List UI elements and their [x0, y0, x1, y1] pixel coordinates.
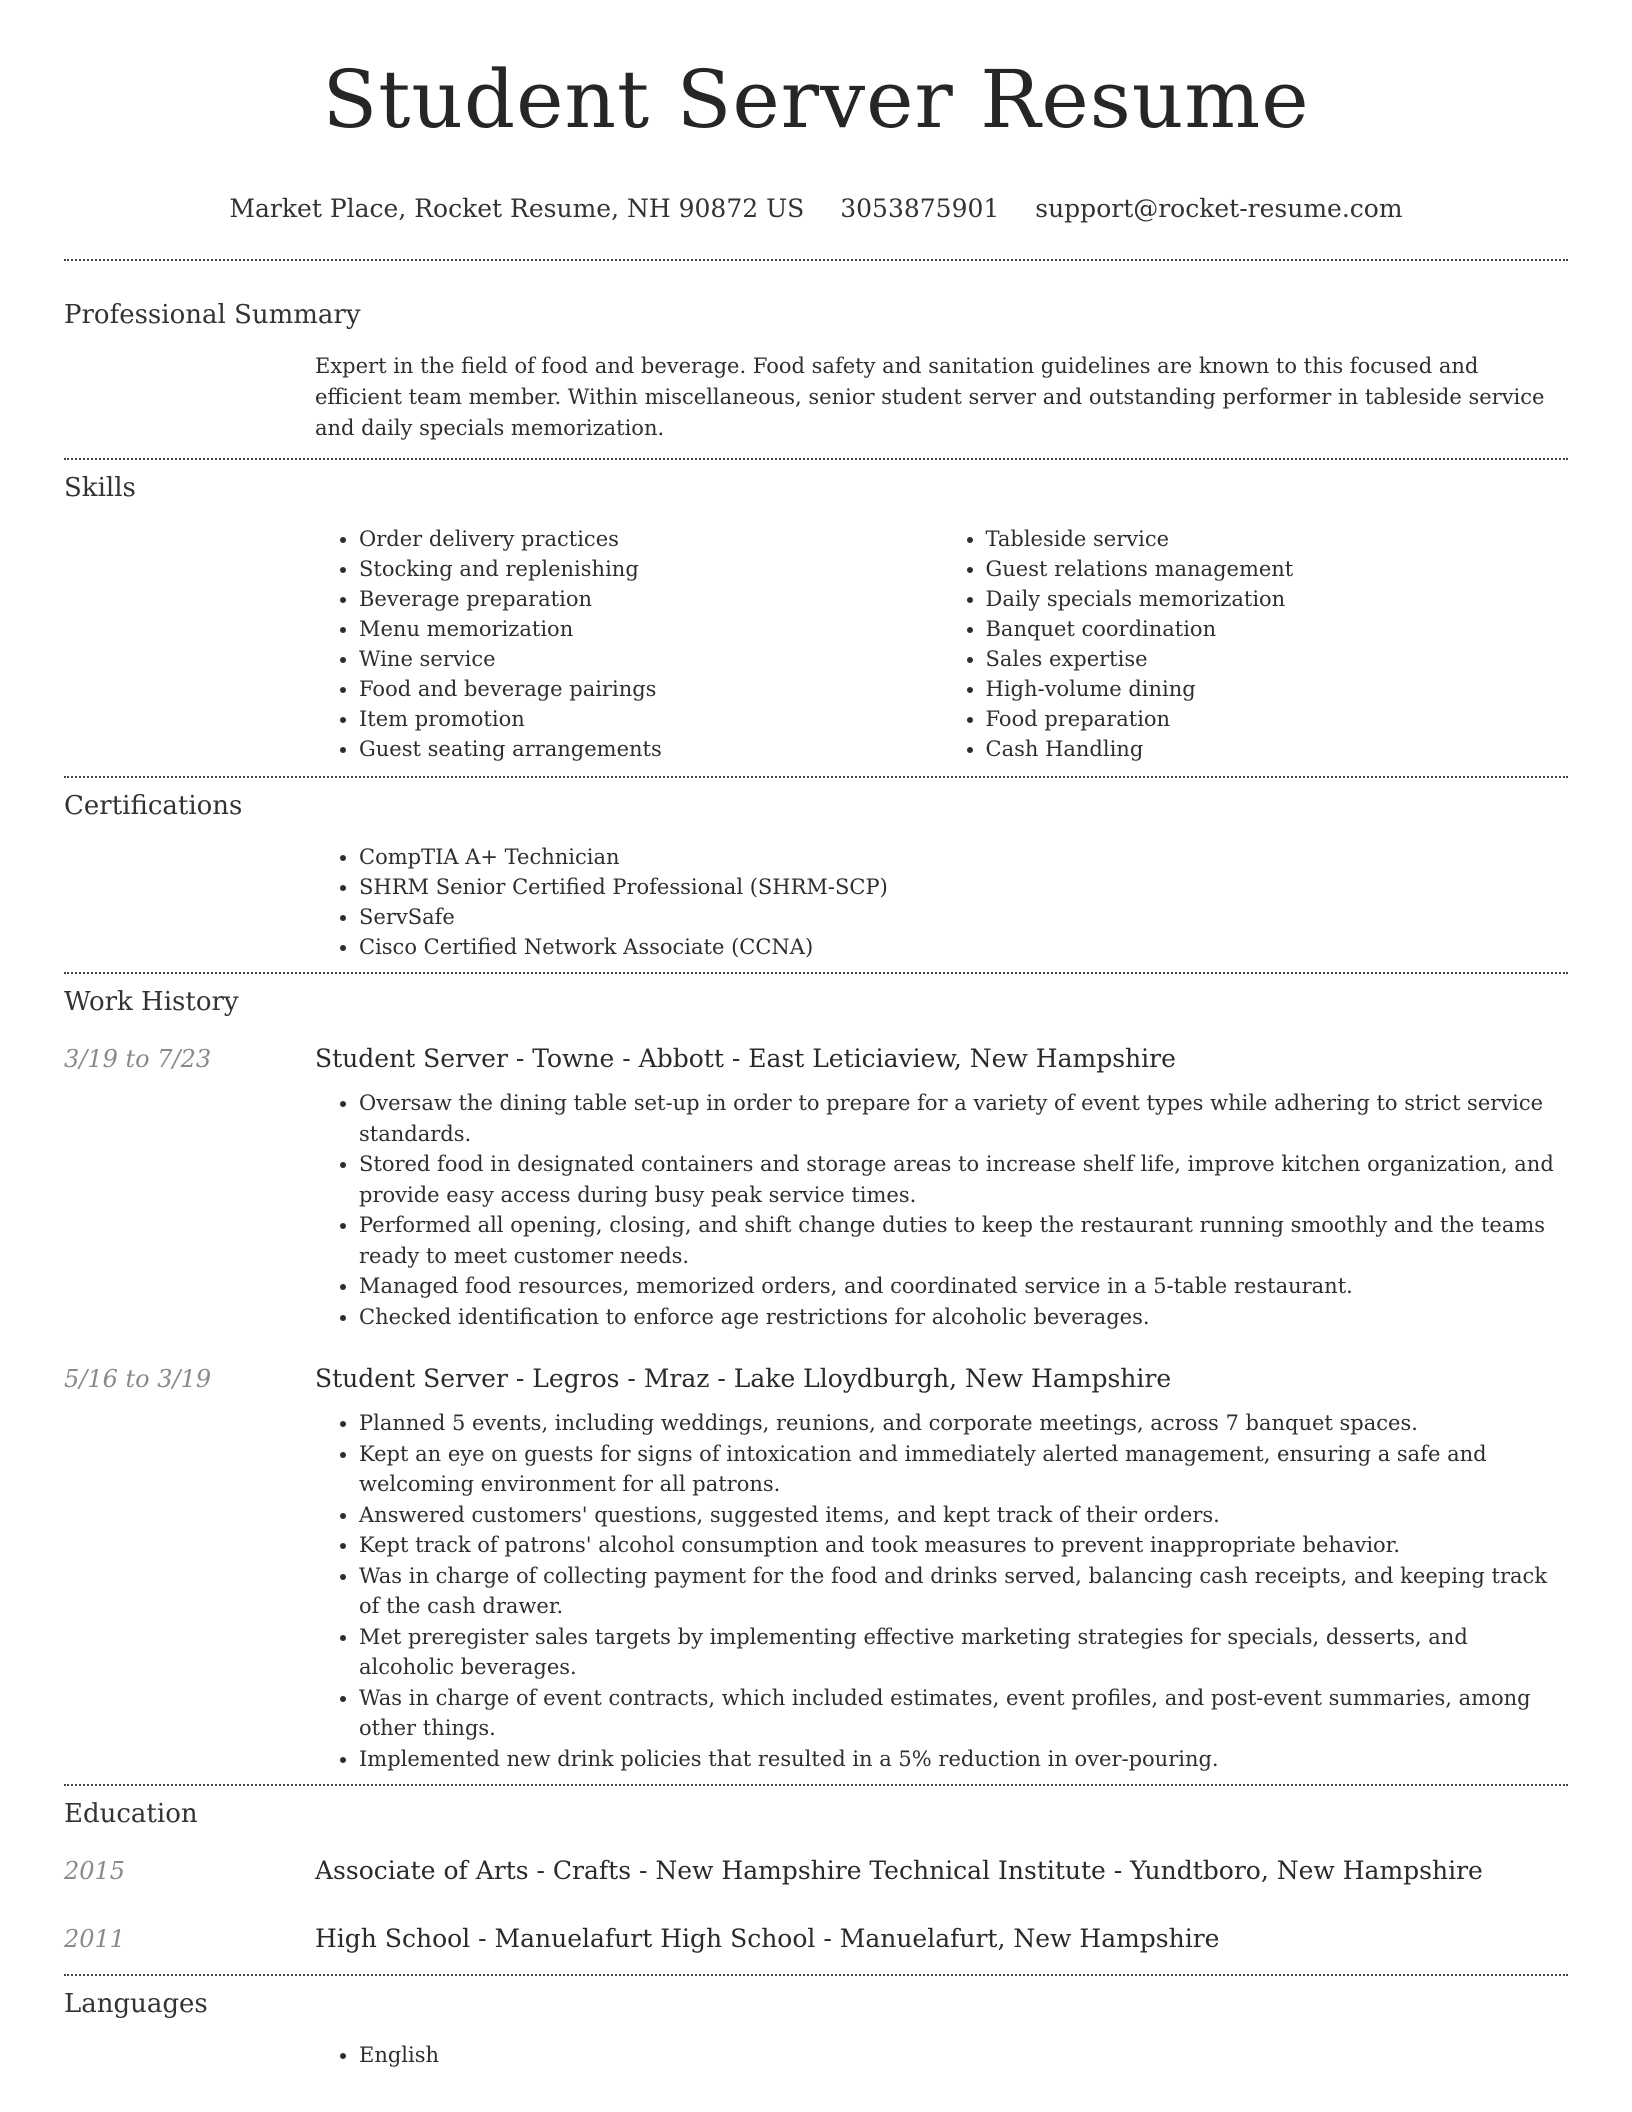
skill-item: • Item promotion	[359, 704, 942, 734]
job-bullet: • Kept an eye on guests for signs of intoxication and immediately alerted management, ensuring a safe and welcoming environment for all patrons.	[359, 1439, 1568, 1500]
section-title-education: Education	[64, 1799, 198, 1829]
skill-item: • Tableside service	[986, 524, 1569, 554]
skills-list-right	[942, 524, 1569, 764]
language-item: • English	[359, 2040, 1568, 2071]
job-bullet: • Performed all opening, closing, and shift change duties to keep the restaurant running smoothly and the teams ready to meet customer needs.	[359, 1210, 1568, 1271]
skills-columns	[315, 524, 1568, 776]
work-history-section	[64, 974, 1568, 1784]
skill-item: • Food preparation	[986, 704, 1569, 734]
certification-item: • ServSafe	[359, 902, 1568, 932]
skills-section	[64, 460, 1568, 776]
job-bullets	[315, 1088, 1568, 1332]
skills-list-left	[315, 524, 942, 764]
contact-phone: 3053875901	[840, 194, 1000, 223]
skill-item: • Food and beverage pairings	[359, 674, 942, 704]
job-entry	[64, 1362, 1568, 1774]
job-bullet: • Oversaw the dining table set-up in order to prepare for a variety of event types while adhering to strict service standards.	[359, 1088, 1568, 1149]
skill-item: • Guest seating arrangements	[359, 734, 942, 764]
job-bullet: • Planned 5 events, including weddings, reunions, and corporate meetings, across 7 banquet spaces.	[359, 1408, 1568, 1439]
skill-item: • Wine service	[359, 644, 942, 674]
job-bullets	[315, 1408, 1568, 1774]
contact-email: support@rocket-resume.com	[1035, 194, 1403, 223]
education-entry	[64, 1854, 1568, 1888]
skill-item: • High-volume dining	[986, 674, 1569, 704]
job-bullet: • Implemented new drink policies that resulted in a 5% reduction in over-pouring.	[359, 1744, 1568, 1775]
contact-line	[64, 192, 1568, 226]
certifications-content	[315, 842, 1568, 972]
section-title-work-history: Work History	[64, 987, 239, 1017]
education-entries	[64, 1854, 1568, 1974]
certifications-section	[64, 778, 1568, 972]
education-section	[64, 1786, 1568, 1974]
skill-item: • Guest relations management	[986, 554, 1569, 584]
section-title-certifications: Certifications	[64, 791, 243, 821]
section-title-skills: Skills	[64, 473, 136, 503]
skill-item: • Banquet coordination	[986, 614, 1569, 644]
job-dates: 5/16 to 3/19	[64, 1365, 212, 1393]
skill-item: • Order delivery practices	[359, 524, 942, 554]
skill-item: • Sales expertise	[986, 644, 1569, 674]
work-history-entries	[64, 1042, 1568, 1784]
education-year: 2015	[64, 1857, 126, 1885]
job-heading: Student Server - Towne - Abbott - East Leticiaview, New Hampshire	[315, 1044, 1176, 1073]
contact-address: Market Place, Rocket Resume, NH 90872 US	[229, 194, 805, 223]
job-dates: 3/19 to 7/23	[64, 1045, 212, 1073]
certification-item: • SHRM Senior Certified Professional (SHRM-SCP)	[359, 872, 1568, 902]
skill-item: • Daily specials memorization	[986, 584, 1569, 614]
education-heading: Associate of Arts - Crafts - New Hampshire Technical Institute - Yundtboro, New Hampshire	[315, 1856, 1483, 1885]
languages-section	[64, 1976, 1568, 2071]
certification-item: • Cisco Certified Network Associate (CCNA)	[359, 932, 1568, 962]
certification-item: • CompTIA A+ Technician	[359, 842, 1568, 872]
education-entry	[64, 1922, 1568, 1956]
section-title-languages: Languages	[64, 1989, 208, 2019]
job-details	[315, 1088, 1568, 1332]
skill-item: • Menu memorization	[359, 614, 942, 644]
resume-title: Student Server Resume	[322, 53, 1310, 146]
job-heading: Student Server - Legros - Mraz - Lake Lloydburgh, New Hampshire	[315, 1364, 1172, 1393]
education-heading: High School - Manuelafurt High School - Manuelafurt, New Hampshire	[315, 1924, 1220, 1953]
skill-item: • Cash Handling	[986, 734, 1569, 764]
summary-text: Expert in the field of food and beverage. Food safety and sanitation guidelines are known to this focused and efficient team member. Within miscellaneous, senior student server and outstanding performer in tableside service and daily specials memorization.	[315, 354, 1545, 440]
job-entry	[64, 1042, 1568, 1332]
job-bullet: • Was in charge of collecting payment for the food and drinks served, balancing cash receipts, and keeping track of the cash drawer.	[359, 1561, 1568, 1622]
section-title-summary: Professional Summary	[64, 300, 361, 330]
resume-page	[64, 0, 1568, 2071]
job-bullet: • Answered customers' questions, suggested items, and kept track of their orders.	[359, 1500, 1568, 1531]
languages-list	[315, 2040, 1568, 2071]
job-bullet: • Kept track of patrons' alcohol consumption and took measures to prevent inappropriate behavior.	[359, 1530, 1568, 1561]
skill-item: • Beverage preparation	[359, 584, 942, 614]
summary-section	[64, 261, 1568, 458]
skill-item: • Stocking and replenishing	[359, 554, 942, 584]
job-bullet: • Met preregister sales targets by implementing effective marketing strategies for specials, desserts, and alcoholic beverages.	[359, 1622, 1568, 1683]
job-bullet: • Was in charge of event contracts, which included estimates, event profiles, and post-event summaries, among other things.	[359, 1683, 1568, 1744]
job-details	[315, 1408, 1568, 1774]
job-bullet: • Checked identification to enforce age restrictions for alcoholic beverages.	[359, 1302, 1568, 1333]
languages-content	[315, 2040, 1568, 2071]
education-year: 2011	[64, 1925, 126, 1953]
job-bullet: • Stored food in designated containers and storage areas to increase shelf life, improve kitchen organization, and provide easy access during busy peak service times.	[359, 1149, 1568, 1210]
certifications-list	[315, 842, 1568, 962]
job-bullet: • Managed food resources, memorized orders, and coordinated service in a 5-table restaurant.	[359, 1271, 1568, 1302]
